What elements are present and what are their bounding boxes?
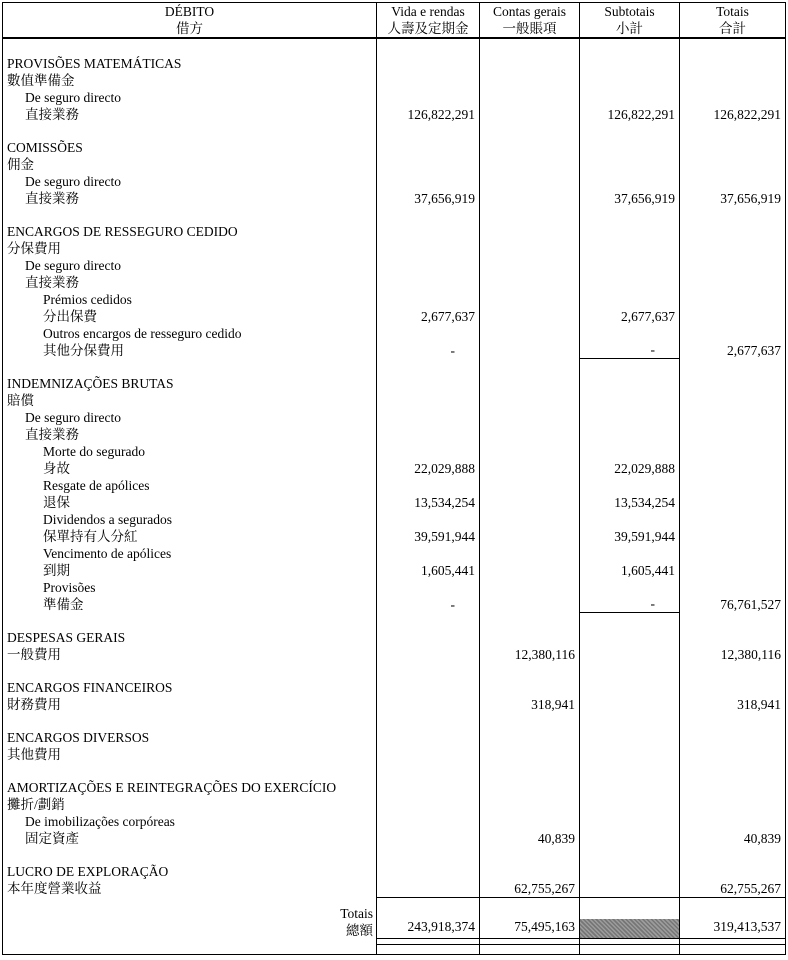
cell-totais <box>679 763 785 813</box>
cell-subtotais <box>579 173 679 207</box>
tail-label-gap <box>3 945 376 954</box>
table-row <box>3 359 785 409</box>
cell-value: 37,656,919 <box>614 191 675 206</box>
tail-cell <box>579 945 679 954</box>
row-label-zh: 賠償 <box>7 393 34 408</box>
row-label <box>3 39 376 89</box>
cell-totais <box>679 207 785 257</box>
row-label-zh: 分出保費 <box>43 309 97 324</box>
cell-value: 22,029,888 <box>614 461 675 476</box>
row-label-zh: 直接業務 <box>25 191 79 206</box>
cell-totais <box>679 511 785 545</box>
row-label-zh: 一般費用 <box>7 647 61 662</box>
cell-value: 318,941 <box>531 697 575 712</box>
row-label-zh: 身故 <box>43 461 70 476</box>
header-contas-gerais <box>479 3 579 37</box>
cell-value: 62,755,267 <box>514 881 575 896</box>
row-label-pt: Prémios cedidos <box>43 292 132 307</box>
cell-value: 62,755,267 <box>720 881 781 896</box>
row-label-zh: 分保費用 <box>7 241 61 256</box>
cell-contas-gerais <box>479 409 579 443</box>
row-label-zh: 佣金 <box>7 157 34 172</box>
table-row <box>3 579 785 613</box>
cell-contas-gerais <box>479 123 579 173</box>
table-row <box>3 207 785 257</box>
cell-value: 13,534,254 <box>414 495 475 510</box>
row-label-pt: Dividendos a segurados <box>43 512 172 527</box>
row-label <box>3 359 376 409</box>
row-label-zh: 其他分保費用 <box>43 343 124 358</box>
financial-statement-table <box>2 2 786 955</box>
cell-value: 39,591,944 <box>414 529 475 544</box>
row-label-zh: 退保 <box>43 495 70 510</box>
cell-value: 2,677,637 <box>421 309 475 324</box>
cell-totais <box>679 713 785 763</box>
cell-totais <box>679 173 785 207</box>
cell-vida-e-rendas <box>376 359 479 409</box>
row-label-pt: De seguro directo <box>25 90 121 105</box>
row-label-pt: Morte do segurado <box>43 444 145 459</box>
table-row <box>3 613 785 663</box>
tail-cell <box>679 945 785 954</box>
cell-vida-e-rendas <box>376 763 479 813</box>
row-label <box>3 847 376 897</box>
shaded-subtotais-cell <box>580 919 679 938</box>
cell-value: 39,591,944 <box>614 529 675 544</box>
row-label-zh: 直接業務 <box>25 427 79 442</box>
cell-subtotais <box>579 443 679 477</box>
tail-cell <box>376 945 479 954</box>
cell-totais <box>679 409 785 443</box>
row-label <box>3 663 376 713</box>
cell-contas-gerais <box>479 39 579 89</box>
cell-contas-gerais <box>479 847 579 897</box>
cell-subtotais <box>579 713 679 763</box>
cell-totais <box>679 257 785 291</box>
header-vida-e-rendas <box>376 3 479 37</box>
cell-contas-gerais <box>479 207 579 257</box>
cell-vida-e-rendas <box>376 545 479 579</box>
table-row <box>3 511 785 545</box>
cell-totais <box>679 847 785 897</box>
cell-contas-gerais <box>479 89 579 123</box>
cell-value: 126,822,291 <box>607 107 675 122</box>
cell-contas-gerais <box>479 325 579 359</box>
row-label-pt: ENCARGOS DIVERSOS <box>7 730 150 745</box>
cell-subtotais <box>579 545 679 579</box>
row-label-pt: Outros encargos de resseguro cedido <box>43 326 242 341</box>
row-label <box>3 443 376 477</box>
totals-value-vida-e-rendas: 243,918,374 <box>407 919 475 934</box>
header-debito-pt: DÉBITO <box>164 4 215 19</box>
cell-totais <box>679 477 785 511</box>
header-totais <box>679 3 785 37</box>
table-header <box>3 3 785 39</box>
cell-subtotais <box>579 511 679 545</box>
cell-subtotais <box>579 291 679 325</box>
cell-value: 22,029,888 <box>414 461 475 476</box>
row-label <box>3 763 376 813</box>
cell-contas-gerais <box>479 511 579 545</box>
cell-contas-gerais <box>479 763 579 813</box>
cell-value: 37,656,919 <box>414 191 475 206</box>
cell-vida-e-rendas <box>376 579 479 613</box>
cell-value: 126,822,291 <box>713 107 781 122</box>
cell-subtotais <box>579 257 679 291</box>
header-debito-zh: 借方 <box>176 20 203 36</box>
row-label <box>3 511 376 545</box>
cell-totais <box>679 613 785 663</box>
row-label-pt: AMORTIZAÇÕES E REINTEGRAÇÕES DO EXERCÍCIO <box>7 780 337 795</box>
cell-contas-gerais <box>479 613 579 663</box>
cell-vida-e-rendas <box>376 613 479 663</box>
cell-totais <box>679 663 785 713</box>
row-label-pt: ENCARGOS FINANCEIROS <box>7 680 173 695</box>
cell-subtotais <box>579 847 679 897</box>
row-label-zh: 保單持有人分紅 <box>43 529 138 544</box>
cell-totais <box>679 123 785 173</box>
cell-value: 318,941 <box>737 697 781 712</box>
row-label-pt: LUCRO DE EXPLORAÇÃO <box>7 864 169 879</box>
row-label-zh: 財務費用 <box>7 697 61 712</box>
cell-vida-e-rendas <box>376 663 479 713</box>
table-row <box>3 813 785 847</box>
row-label-zh: 固定資產 <box>25 831 79 846</box>
row-label-zh: 準備金 <box>43 597 84 612</box>
header-contas-gerais-pt: Contas gerais <box>492 4 567 19</box>
row-label <box>3 325 376 359</box>
cell-vida-e-rendas <box>376 511 479 545</box>
cell-vida-e-rendas <box>376 173 479 207</box>
row-label-zh: 到期 <box>43 563 70 578</box>
cell-vida-e-rendas <box>376 847 479 897</box>
row-label <box>3 545 376 579</box>
row-label <box>3 123 376 173</box>
table-row <box>3 763 785 813</box>
cell-subtotais <box>579 477 679 511</box>
cell-value: 37,656,919 <box>720 191 781 206</box>
cell-contas-gerais <box>479 359 579 409</box>
header-totais-zh: 合計 <box>719 20 746 36</box>
totals-cell-subtotais <box>579 897 679 939</box>
totals-value-contas-gerais: 75,495,163 <box>514 919 575 934</box>
cell-contas-gerais <box>479 813 579 847</box>
header-vida-e-rendas-zh: 人壽及定期金 <box>387 20 469 36</box>
cell-vida-e-rendas <box>376 291 479 325</box>
totals-value-totais: 319,413,537 <box>713 919 781 934</box>
cell-value: 13,534,254 <box>614 495 675 510</box>
row-label <box>3 207 376 257</box>
totals-label-zh: 總額 <box>346 923 373 938</box>
cell-subtotais <box>579 579 679 613</box>
totals-cell-contas-gerais <box>479 897 579 939</box>
row-label <box>3 713 376 763</box>
cell-subtotais <box>579 663 679 713</box>
cell-value: 126,822,291 <box>407 107 475 122</box>
cell-contas-gerais <box>479 713 579 763</box>
cell-contas-gerais <box>479 173 579 207</box>
cell-value: 40,839 <box>743 831 781 846</box>
totals-cell-vida-e-rendas <box>376 897 479 939</box>
header-debito <box>3 3 376 37</box>
cell-value: - <box>650 596 655 611</box>
cell-vida-e-rendas <box>376 89 479 123</box>
row-label-pt: Provisões <box>43 580 96 595</box>
cell-subtotais <box>579 763 679 813</box>
cell-vida-e-rendas <box>376 325 479 359</box>
row-label-pt: De imobilizações corpóreas <box>25 814 175 829</box>
row-label-pt: ENCARGOS DE RESSEGURO CEDIDO <box>7 224 238 239</box>
header-contas-gerais-zh: 一般賬項 <box>502 20 557 36</box>
cell-value: 2,677,637 <box>727 343 781 358</box>
row-label <box>3 89 376 123</box>
cell-vida-e-rendas <box>376 477 479 511</box>
totals-cell-totais <box>679 897 785 939</box>
table-body <box>3 39 785 954</box>
row-label-zh: 直接業務 <box>25 107 79 122</box>
table-row <box>3 257 785 291</box>
row-label-pt: PROVISÕES MATEMÁTICAS <box>7 56 182 71</box>
cell-value: 76,761,527 <box>720 597 781 612</box>
row-label-pt: De seguro directo <box>25 258 121 273</box>
cell-totais <box>679 39 785 89</box>
cell-totais <box>679 359 785 409</box>
table-row <box>3 89 785 123</box>
row-label <box>3 477 376 511</box>
table-row <box>3 545 785 579</box>
row-label <box>3 409 376 443</box>
cell-totais <box>679 813 785 847</box>
row-label <box>3 813 376 847</box>
cell-totais <box>679 443 785 477</box>
cell-value: - <box>450 343 455 358</box>
cell-contas-gerais <box>479 257 579 291</box>
cell-subtotais <box>579 613 679 663</box>
cell-value: - <box>650 342 655 357</box>
cell-value: - <box>450 597 455 612</box>
row-label-pt: INDEMNIZAÇÕES BRUTAS <box>7 376 174 391</box>
table-row <box>3 409 785 443</box>
cell-totais <box>679 579 785 613</box>
cell-value: 1,605,441 <box>621 563 675 578</box>
table-row <box>3 713 785 763</box>
row-label-pt: COMISSÕES <box>7 140 83 155</box>
tail-cell <box>479 945 579 954</box>
cell-subtotais <box>579 207 679 257</box>
cell-subtotais <box>579 813 679 847</box>
cell-contas-gerais <box>479 291 579 325</box>
cell-contas-gerais <box>479 443 579 477</box>
header-totais-pt: Totais <box>716 4 749 19</box>
row-label-pt: Resgate de apólices <box>43 478 150 493</box>
row-label <box>3 579 376 613</box>
header-subtotais <box>579 3 679 37</box>
header-subtotais-pt: Subtotais <box>604 4 655 19</box>
cell-contas-gerais <box>479 579 579 613</box>
cell-vida-e-rendas <box>376 713 479 763</box>
cell-value: 1,605,441 <box>421 563 475 578</box>
row-label-zh: 直接業務 <box>25 275 79 290</box>
row-label <box>3 291 376 325</box>
table-row <box>3 123 785 173</box>
cell-vida-e-rendas <box>376 813 479 847</box>
cell-value: 12,380,116 <box>514 647 575 662</box>
cell-subtotais <box>579 123 679 173</box>
row-label-pt: De seguro directo <box>25 410 121 425</box>
row-label-pt: DESPESAS GERAIS <box>7 630 126 645</box>
table-row <box>3 291 785 325</box>
table-row <box>3 847 785 897</box>
tail-row <box>3 945 785 954</box>
cell-vida-e-rendas <box>376 409 479 443</box>
cell-value: 2,677,637 <box>621 309 675 324</box>
table-row <box>3 477 785 511</box>
cell-vida-e-rendas <box>376 123 479 173</box>
header-subtotais-zh: 小計 <box>616 20 643 36</box>
cell-value: 12,380,116 <box>720 647 781 662</box>
cell-totais <box>679 545 785 579</box>
cell-subtotais <box>579 39 679 89</box>
cell-totais <box>679 89 785 123</box>
totals-label-pt: Totais <box>340 906 373 921</box>
row-label-zh: 數值準備金 <box>7 73 75 88</box>
cell-totais <box>679 291 785 325</box>
row-label <box>3 257 376 291</box>
row-label <box>3 613 376 663</box>
totals-label <box>3 897 376 939</box>
row-label <box>3 173 376 207</box>
cell-vida-e-rendas <box>376 443 479 477</box>
row-label-zh: 其他費用 <box>7 747 61 762</box>
cell-vida-e-rendas <box>376 257 479 291</box>
cell-subtotais <box>579 359 679 409</box>
row-label-pt: De seguro directo <box>25 174 121 189</box>
cell-subtotais <box>579 89 679 123</box>
table-row <box>3 325 785 359</box>
cell-contas-gerais <box>479 663 579 713</box>
totals-row <box>3 897 785 939</box>
table-row <box>3 663 785 713</box>
cell-subtotais <box>579 325 679 359</box>
header-vida-e-rendas-pt: Vida e rendas <box>391 4 465 19</box>
cell-vida-e-rendas <box>376 207 479 257</box>
cell-totais <box>679 325 785 359</box>
table-row <box>3 39 785 89</box>
table-row <box>3 173 785 207</box>
cell-subtotais <box>579 409 679 443</box>
row-label-zh: 本年度營業收益 <box>7 881 102 896</box>
cell-vida-e-rendas <box>376 39 479 89</box>
cell-value: 40,839 <box>537 831 575 846</box>
cell-contas-gerais <box>479 545 579 579</box>
cell-contas-gerais <box>479 477 579 511</box>
table-row <box>3 443 785 477</box>
row-label-zh: 攤折/劃銷 <box>7 797 65 812</box>
row-label-pt: Vencimento de apólices <box>43 546 172 561</box>
